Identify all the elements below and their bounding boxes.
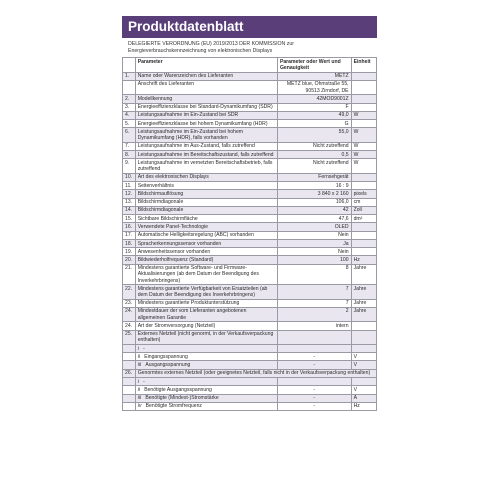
row-number [123,402,136,410]
row-value: Nicht zutreffend [277,159,351,173]
row-number: 11. [123,181,136,189]
page-title: Produktdatenblatt [122,16,377,38]
row-parameter: Automatische Helligkeitsregelung (ABC) vorhanden [135,231,277,239]
table-row [123,223,377,231]
row-unit: dm² [351,215,376,223]
sub-label: Benötigte Stromfrequenz [145,403,202,410]
table-row [123,394,377,402]
table-row [123,128,377,142]
table-row [123,307,377,321]
row-unit: cm [351,198,376,206]
row-value [277,378,351,386]
row-number: 3. [123,103,136,111]
row-unit [351,173,376,181]
table-row [123,299,377,307]
row-number [123,344,136,352]
table-row [123,369,377,377]
row-unit [351,231,376,239]
table-row [123,264,377,284]
row-unit: Jahre [351,264,376,284]
row-number: 9. [123,159,136,173]
row-unit [351,248,376,256]
table-row [123,111,377,119]
sub-parameter [135,344,277,352]
datasheet [122,16,377,482]
row-value: OLED [277,223,351,231]
sub-parameter [135,361,277,369]
row-unit [351,72,376,80]
row-unit: Jahre [351,285,376,299]
row-value: 42MOD9001Z [277,95,351,103]
row-number: 10. [123,173,136,181]
sub-label: Benötigte (Mindest-)Stromstärke [145,395,219,402]
row-number: 24. [123,322,136,330]
row-value: - [277,386,351,394]
row-unit: Hz [351,256,376,264]
row-number: 8. [123,151,136,159]
row-unit: W [351,111,376,119]
row-parameter: Leistungsaufnahme im Bereitschaftszustand, falls zutreffend [135,151,277,159]
row-value: 7 [277,299,351,307]
row-value: 0,5 [277,151,351,159]
row-number: 26. [123,369,136,377]
row-parameter: Bildschirmauflösung [135,190,277,198]
sub-label: Eingangsspannung [144,353,188,360]
row-value: 3 840 x 2 160 [277,190,351,198]
row-value [277,330,351,344]
row-number [123,394,136,402]
row-parameter: Art des elektronischen Displays [135,173,277,181]
row-number: 20. [123,256,136,264]
row-value: METZ blue, Ohmstraße 55, 90513 Zirndorf, DE [277,80,351,94]
row-parameter: Mindestens garantierte Verfügbarkeit von Ersatzteilen (ab dem Datum der Beendigung des Inverkehrbringens) [135,285,277,299]
row-value: 55,0 [277,128,351,142]
table-row [123,151,377,159]
row-value: 47,6 [277,215,351,223]
row-number: 12. [123,190,136,198]
row-value: 16 : 9 [277,181,351,189]
table-row [123,361,377,369]
table-row [123,353,377,361]
table-row [123,198,377,206]
row-parameter: Externes Netzteil (nicht genormt, in der Verkaufsverpackung enthalten) [135,330,277,344]
row-unit [351,120,376,128]
row-unit [351,322,376,330]
row-number: 13. [123,198,136,206]
sub-label: Ausgangsspannung [145,362,191,369]
row-value: - [277,402,351,410]
row-number: 5. [123,120,136,128]
sub-index: iv [137,403,146,410]
table-row [123,285,377,299]
row-parameter: Modellkennung [135,95,277,103]
row-value: Nein [277,231,351,239]
row-unit: W [351,151,376,159]
row-number: 16. [123,223,136,231]
row-value: G [277,120,351,128]
datasheet-table [122,57,377,411]
sub-parameter [135,402,277,410]
row-parameter: Anwesenheitssensor vorhanden [135,248,277,256]
regulation-intro: DELEGIERTE VERORDNUNG (EU) 2019/2013 DER KOMMISSION zur Energieverbrauchskennzeichnung von elektronischen Displays [128,41,294,54]
row-parameter: Leistungsaufnahme im Ein-Zustand bei SDR [135,111,277,119]
row-number: 4. [123,111,136,119]
row-value: 49,0 [277,111,351,119]
row-unit [351,103,376,111]
table-row [123,159,377,173]
row-number: 6. [123,128,136,142]
row-number [123,378,136,386]
row-number: 15. [123,215,136,223]
row-unit: A [351,394,376,402]
row-number [123,80,136,94]
row-number [123,361,136,369]
row-unit: V [351,353,376,361]
row-unit: W [351,159,376,173]
sub-parameter [135,378,277,386]
row-unit: Jahre [351,299,376,307]
row-value: Ja [277,239,351,247]
table-row [123,72,377,80]
row-parameter: Seitenverhältnis [135,181,277,189]
row-unit: V [351,386,376,394]
table-row [123,190,377,198]
row-unit [351,344,376,352]
row-value: 2 [277,307,351,321]
row-unit: Hz [351,402,376,410]
row-number: 18. [123,239,136,247]
sub-index: i [137,378,144,385]
row-value: intern [277,322,351,330]
table-row [123,378,377,386]
row-value: 106,0 [277,198,351,206]
table-row [123,181,377,189]
sub-index: i [137,345,144,352]
sub-index: ii [137,386,145,393]
row-number: 17. [123,231,136,239]
table-row [123,95,377,103]
row-number: 7. [123,142,136,150]
table-row [123,344,377,352]
table-row [123,142,377,150]
sub-index: ii [137,353,145,360]
table-row [123,322,377,330]
row-unit [351,378,376,386]
row-parameter: Art der Stromversorgung (Netzteil) [135,322,277,330]
row-parameter: Bildwiederholfrequenz (Standard) [135,256,277,264]
row-value: 42 [277,206,351,214]
row-value: F [277,103,351,111]
row-number [123,386,136,394]
row-parameter: Anschrift des Lieferanten [135,80,277,94]
row-value [277,344,351,352]
table-row [123,386,377,394]
row-parameter: Energieeffizienzklasse bei Standard-Dynamikumfang (SDR) [135,103,277,111]
row-number: 14. [123,206,136,214]
header-num [123,58,136,72]
sub-parameter [135,353,277,361]
row-number [123,353,136,361]
sub-parameter [135,386,277,394]
table-row [123,231,377,239]
row-unit: W [351,142,376,150]
row-value: Nein [277,248,351,256]
row-unit: V [351,361,376,369]
row-number: 2. [123,95,136,103]
row-parameter: Mindestens garantierte Software- und Firmware-Aktualisierungen (ab dem Datum der Beendigung des Inverkehrbringens) [135,264,277,284]
sub-label: - [143,345,145,352]
row-value: Fernsehgerät [277,173,351,181]
row-unit [351,181,376,189]
table-row [123,402,377,410]
row-value: 8 [277,264,351,284]
row-unit: pixels [351,190,376,198]
sub-index: iii [137,395,146,402]
row-value: METZ [277,72,351,80]
header-param: Parameter [135,58,277,72]
row-number: 21. [123,264,136,284]
row-parameter: Energieeffizienzklasse bei hohem Dynamikumfang (HDR) [135,120,277,128]
row-parameter: Name oder Warenzeichen des Lieferanten [135,72,277,80]
row-number: 22. [123,285,136,299]
sub-label: - [143,378,145,385]
table-row [123,330,377,344]
row-parameter: Spracherkennungssensor vorhanden [135,239,277,247]
header-value: Parameter oder Wert und Genauigkeit [277,58,351,72]
row-number: 24. [123,307,136,321]
row-unit [351,80,376,94]
row-parameter: Verwendete Panel-Technologie [135,223,277,231]
table-row [123,239,377,247]
row-value: - [277,394,351,402]
row-unit [351,330,376,344]
row-value: 7 [277,285,351,299]
row-unit: W [351,128,376,142]
table-row [123,173,377,181]
row-number: 1. [123,72,136,80]
row-parameter: Leistungsaufnahme im Ein-Zustand bei hohem Dynamikumfang (HDR), falls vorhanden [135,128,277,142]
row-value: - [277,353,351,361]
row-number: 23. [123,299,136,307]
sub-index: iii [137,362,146,369]
row-parameter: Genormtes externes Netzteil (oder geeignetes Netzteil, falls nicht in der Verkaufsverpackung enthalten) [135,369,376,377]
row-parameter: Sichtbare Bildschirmfläche [135,215,277,223]
row-unit: Zoll [351,206,376,214]
table-row [123,80,377,94]
row-number: 25. [123,330,136,344]
table-row [123,215,377,223]
row-parameter: Mindestdauer der vom Lieferanten angebotenen allgemeinen Garantie [135,307,277,321]
table-row [123,103,377,111]
row-unit [351,95,376,103]
row-parameter: Mindestens garantierte Produktunterstützung [135,299,277,307]
row-parameter: Leistungsaufnahme im Aus-Zustand, falls zutreffend [135,142,277,150]
row-unit [351,223,376,231]
sub-parameter [135,394,277,402]
table-row [123,120,377,128]
row-unit [351,239,376,247]
row-value: 100 [277,256,351,264]
sub-label: Benötigte Ausgangsspannung [144,386,212,393]
table-header [123,58,377,72]
row-value: Nicht zutreffend [277,142,351,150]
row-value: - [277,361,351,369]
row-parameter: Bildschirmdiagonale [135,206,277,214]
table-row [123,248,377,256]
row-number: 19. [123,248,136,256]
table-row [123,206,377,214]
row-parameter: Leistungsaufnahme im vernetzten Bereitschaftsbetrieb, falls zutreffend [135,159,277,173]
row-unit: Jahre [351,307,376,321]
row-parameter: Bildschirmdiagonale [135,198,277,206]
table-row [123,256,377,264]
header-unit: Einheit [351,58,376,72]
